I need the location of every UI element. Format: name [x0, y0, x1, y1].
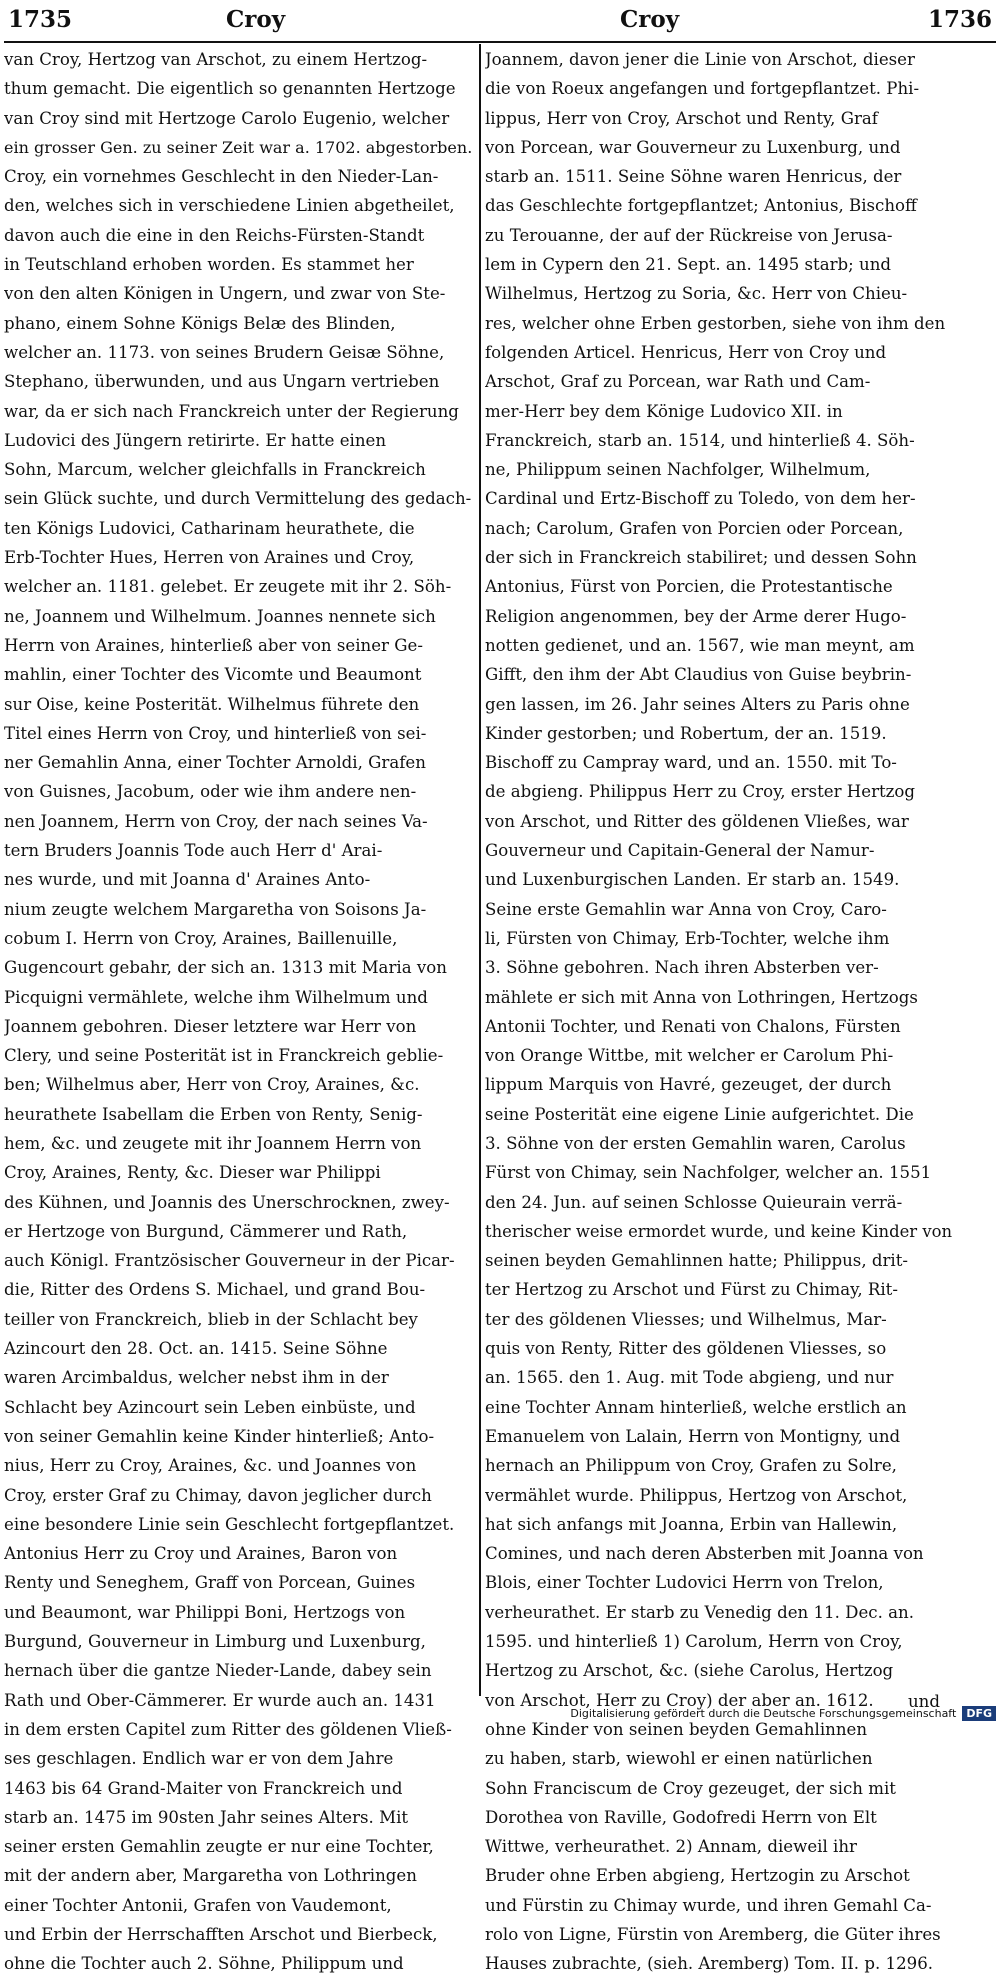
footer	[570, 1704, 996, 1722]
text-line: Stephano, überwunden, und aus Ungarn vertrieben	[4, 372, 440, 392]
text-line: Arschot, Graf zu Porcean, war Rath und Cam-	[485, 372, 871, 392]
text-line: de abgieng. Philippus Herr zu Croy, erster Hertzog	[485, 782, 916, 802]
text-line: Rath und Ober-Cämmerer. Er wurde auch an. 1431	[4, 1690, 436, 1710]
text-line: nius, Herr zu Croy, Araines, &c. und Joannes von	[4, 1456, 417, 1476]
text-line: welcher an. 1173. von seines Brudern Geisæ Söhne,	[4, 342, 445, 362]
running-head-right: Croy	[620, 6, 680, 33]
text-line: verheurathet. Er starb zu Venedig den 11. Dec. an.	[485, 1602, 914, 1622]
text-line: Antonii Tochter, und Renati von Chalons, Fürsten	[485, 1016, 901, 1036]
text-line: Fürst von Chimay, sein Nachfolger, welcher an. 1551	[485, 1163, 932, 1183]
text-line: hem, &c. und zeugete mit ihr Joannem Herrn von	[4, 1133, 422, 1153]
text-line: eine besondere Linie sein Geschlecht fortgepflantzet.	[4, 1514, 455, 1534]
text-line: ner Gemahlin Anna, einer Tochter Arnoldi, Grafen	[4, 753, 426, 773]
text-line: hat sich anfangs mit Joanna, Erbin van Hallewin,	[485, 1514, 898, 1534]
text-line: von den alten Königen in Ungern, und zwar von Ste-	[4, 284, 446, 304]
text-line: mer-Herr bey dem Könige Ludovico XII. in	[485, 401, 843, 421]
header-rule	[4, 41, 996, 43]
text-line: an. 1565. den 1. Aug. mit Tode abgieng, und nur	[485, 1368, 894, 1388]
text-line: ter des göldenen Vliesses; und Wilhelmus, Mar-	[485, 1309, 887, 1329]
text-line: Joannem gebohren. Dieser letztere war Herr von	[4, 1016, 417, 1036]
text-line: und Beaumont, war Philippi Boni, Hertzogs von	[4, 1602, 406, 1622]
text-line: ohne die Tochter auch 2. Söhne, Philippum und	[4, 1954, 404, 1974]
text-line: lem in Cypern den 21. Sept. an. 1495 starb; und	[485, 255, 892, 275]
text-line: mahlin, einer Tochter des Vicomte und Beaumont	[4, 665, 422, 685]
text-line: ben; Wilhelmus aber, Herr von Croy, Araines, &c.	[4, 1075, 420, 1095]
text-line: den 24. Jun. auf seinen Schlosse Quieurain verrä-	[485, 1192, 903, 1212]
text-line: des Kühnen, und Joannis des Unerschrocknen, zwey-	[4, 1192, 450, 1212]
text-line: davon auch die eine in den Reichs-Fürsten-Standt	[4, 225, 425, 245]
text-line: seiner ersten Gemahlin zeugte er nur eine Tochter,	[4, 1837, 434, 1857]
text-line: den, welches sich in verschiedene Linien abgetheilet,	[4, 196, 455, 216]
page-header	[8, 6, 992, 42]
text-line: einer Tochter Antonii, Grafen von Vaudemont,	[4, 1895, 392, 1915]
text-line: und Fürstin zu Chimay wurde, und ihren Gemahl Ca-	[485, 1895, 932, 1915]
text-line: 1463 bis 64 Grand-Maiter von Franckreich und	[4, 1778, 403, 1798]
page-number-right: 1736	[927, 6, 992, 33]
text-line: quis von Renty, Ritter des göldenen Vliesses, so	[485, 1339, 887, 1359]
text-line: 3. Söhne von der ersten Gemahlin waren, Carolus	[485, 1133, 906, 1153]
text-line: der sich in Franckreich stabiliret; und dessen Sohn	[485, 548, 917, 568]
dfg-logo: DFG	[962, 1706, 996, 1721]
text-line: Bruder ohne Erben abgieng, Hertzogin zu Arschot	[485, 1866, 910, 1886]
text-line: thum gemacht. Die eigentlich so genannten Hertzoge	[4, 79, 456, 99]
text-line: von Arschot, Herr zu Croy) der aber an. 1612.	[485, 1690, 874, 1710]
text-line: zu Terouanne, der auf der Rückreise von Jerusa-	[485, 225, 893, 245]
column-divider	[479, 44, 481, 1696]
text-line: Antonius Herr zu Croy und Araines, Baron von	[4, 1544, 398, 1564]
text-line: Hertzog zu Arschot, &c. (siehe Carolus, Hertzog	[485, 1661, 894, 1681]
text-line: von Guisnes, Jacobum, oder wie ihm andere nen-	[4, 782, 417, 802]
text-line: und Luxenburgischen Landen. Er starb an. 1549.	[485, 870, 900, 890]
text-line: in dem ersten Capitel zum Ritter des göldenen Vließ-	[4, 1719, 452, 1739]
text-line: Wilhelmus, Hertzog zu Soria, &c. Herr von Chieu-	[485, 284, 908, 304]
text-line: Erb-Tochter Hues, Herren von Araines und Croy,	[4, 548, 415, 568]
text-line: Ludovici des Jüngern retirirte. Er hatte einen	[4, 430, 387, 450]
text-line: Burgund, Gouverneur in Limburg und Luxenburg,	[4, 1632, 426, 1652]
text-line: von Porcean, war Gouverneur zu Luxenburg, und	[485, 137, 901, 157]
text-line: die von Roeux angefangen und fortgepflantzet. Phi-	[485, 79, 920, 99]
text-line: seinen beyden Gemahlinnen hatte; Philippus, drit-	[485, 1251, 909, 1271]
text-line: sur Oise, keine Posterität. Wilhelmus führete den	[4, 694, 420, 714]
left-column	[4, 45, 474, 1979]
text-line: gen lassen, im 26. Jahr seines Alters zu Paris ohne	[485, 694, 910, 714]
text-line: nium zeugte welchem Margaretha von Soisons Ja-	[4, 899, 427, 919]
text-line: Titel eines Herrn von Croy, und hinterließ von sei-	[4, 723, 427, 743]
text-line: Seine erste Gemahlin war Anna von Croy, Caro-	[485, 899, 887, 919]
text-line: waren Arcimbaldus, welcher nebst ihm in der	[4, 1368, 389, 1388]
text-line: seine Posterität eine eigene Linie aufgerichtet. Die	[485, 1104, 914, 1124]
text-line: und Erbin der Herrschafften Arschot und Bierbeck,	[4, 1925, 438, 1944]
text-line: er Hertzoge von Burgund, Cämmerer und Rath,	[4, 1221, 408, 1241]
text-line: zu haben, starb, wiewohl er einen natürlichen	[485, 1749, 873, 1769]
text-line: hernach über die gantze Nieder-Lande, dabey sein	[4, 1661, 432, 1681]
text-line: Croy, erster Graf zu Chimay, davon jeglicher durch	[4, 1485, 432, 1505]
text-line: ohne Kinder von seinen beyden Gemahlinnen	[485, 1719, 868, 1739]
text-line: sein Glück suchte, und durch Vermittelung des gedach-	[4, 489, 472, 509]
text-line: Wittwe, verheurathet. 2) Annam, dieweil ihr	[485, 1837, 857, 1857]
text-line: Picquigni vermählete, welche ihm Wilhelmum und	[4, 987, 428, 1007]
text-line: lippus, Herr von Croy, Arschot und Renty, Graf	[485, 108, 878, 128]
text-line: folgenden Articel. Henricus, Herr von Croy und	[485, 342, 887, 362]
text-line: 1595. und hinterließ 1) Carolum, Herrn von Croy,	[485, 1632, 903, 1652]
text-line: notten gedienet, und an. 1567, wie man meynt, am	[485, 635, 915, 655]
text-line: ter Hertzog zu Arschot und Fürst zu Chimay, Rit-	[485, 1280, 898, 1300]
text-line: tern Bruders Joannis Tode auch Herr d' Arai-	[4, 841, 383, 861]
text-line: Cardinal und Ertz-Bischoff zu Toledo, von dem her-	[485, 489, 916, 509]
text-line: von seiner Gemahlin keine Kinder hinterließ; Anto-	[4, 1426, 435, 1446]
right-column	[485, 45, 955, 1979]
text-line: eine Tochter Annam hinterließ, welche erstlich an	[485, 1397, 907, 1417]
footer-credit: Digitalisierung gefördert durch die Deutsche Forschungsgemeinschaft	[570, 1706, 957, 1720]
text-line: Clery, und seine Posterität ist in Franckreich geblie-	[4, 1046, 444, 1066]
catchword: und	[908, 1692, 940, 1711]
text-line: van Croy sind mit Hertzoge Carolo Eugenio, welcher	[4, 108, 450, 128]
text-line: Kinder gestorben; und Robertum, der an. 1519.	[485, 723, 887, 743]
text-line: war, da er sich nach Franckreich unter der Regierung	[4, 401, 459, 421]
text-line: in Teutschland erhoben worden. Es stammet her	[4, 255, 414, 275]
text-line: Schlacht bey Azincourt sein Leben einbüste, und	[4, 1397, 416, 1417]
text-line: therischer weise ermordet wurde, und keine Kinder von	[485, 1221, 953, 1241]
text-line: hernach an Philippum von Croy, Grafen zu Solre,	[485, 1456, 897, 1476]
text-line: ses geschlagen. Endlich war er von dem Jahre	[4, 1749, 394, 1769]
text-line: mählete er sich mit Anna von Lothringen, Hertzogs	[485, 987, 918, 1007]
text-line: Sohn Franciscum de Croy gezeuget, der sich mit	[485, 1778, 896, 1798]
text-line: auch Königl. Frantzösischer Gouverneur in der Picar-	[4, 1251, 455, 1271]
text-line: welcher an. 1181. gelebet. Er zeugete mit ihr 2. Söh-	[4, 577, 452, 597]
text-line: starb an. 1511. Seine Söhne waren Henricus, der	[485, 167, 902, 187]
text-line: nen Joannem, Herrn von Croy, der nach seines Va-	[4, 811, 428, 831]
text-line: Antonius, Fürst von Porcien, die Protestantische	[485, 577, 893, 597]
text-line: Franckreich, starb an. 1514, und hinterließ 4. Söh-	[485, 430, 915, 450]
text-line: von Orange Wittbe, mit welcher er Carolum Phi-	[485, 1046, 894, 1066]
text-line: Azincourt den 28. Oct. an. 1415. Seine Söhne	[4, 1339, 388, 1359]
text-line: Herrn von Araines, hinterließ aber von seiner Ge-	[4, 635, 423, 655]
text-line: Sohn, Marcum, welcher gleichfalls in Franckreich	[4, 460, 426, 480]
text-line: ein grosser Gen. zu seiner Zeit war a. 1702. abgestorben.	[4, 137, 473, 157]
text-line: Religion angenommen, bey der Arme derer Hugo-	[485, 606, 907, 626]
text-line: res, welcher ohne Erben gestorben, siehe von ihm den	[485, 313, 946, 333]
text-line: Bischoff zu Campray ward, und an. 1550. mit To-	[485, 753, 897, 773]
text-line: ne, Philippum seinen Nachfolger, Wilhelmum,	[485, 460, 871, 480]
text-line: Gouverneur und Capitain-General der Namur-	[485, 841, 875, 861]
text-line: Emanuelem von Lalain, Herrn von Montigny, und	[485, 1426, 901, 1446]
text-line: Gugencourt gebahr, der sich an. 1313 mit Maria von	[4, 958, 447, 978]
text-line: Joannem, davon jener die Linie von Arschot, dieser	[485, 50, 915, 69]
text-line: Croy, Araines, Renty, &c. Dieser war Philippi	[4, 1163, 381, 1183]
page-number-left: 1735	[8, 6, 73, 33]
text-line: lippum Marquis von Havré, gezeuget, der durch	[485, 1075, 892, 1095]
text-line: von Arschot, und Ritter des göldenen Vließes, war	[485, 811, 909, 831]
text-line: mit der andern aber, Margaretha von Lothringen	[4, 1866, 417, 1886]
text-line: Dorothea von Raville, Godofredi Herrn von Elt	[485, 1807, 877, 1827]
text-line: Hauses zubrachte, (sieh. Aremberg) Tom. II. p. 1296.	[485, 1954, 934, 1974]
text-line: phano, einem Sohne Königs Belæ des Blinden,	[4, 313, 396, 333]
text-line: ne, Joannem und Wilhelmum. Joannes nennete sich	[4, 606, 436, 626]
text-line: heurathete Isabellam die Erben von Renty, Senig-	[4, 1104, 423, 1124]
text-line: 3. Söhne gebohren. Nach ihren Absterben ver-	[485, 958, 879, 978]
text-line: Blois, einer Tochter Ludovici Herrn von Trelon,	[485, 1573, 884, 1593]
text-line: Comines, und nach deren Absterben mit Joanna von	[485, 1544, 924, 1564]
text-line: rolo von Ligne, Fürstin von Aremberg, die Güter ihres	[485, 1925, 941, 1944]
text-line: vermählet wurde. Philippus, Hertzog von Arschot,	[485, 1485, 908, 1505]
text-line: starb an. 1475 im 90sten Jahr seines Alters. Mit	[4, 1807, 409, 1827]
text-line: nach; Carolum, Grafen von Porcien oder Porcean,	[485, 518, 904, 538]
text-line: die, Ritter des Ordens S. Michael, und grand Bou-	[4, 1280, 426, 1300]
text-line: das Geschlechte fortgepflantzet; Antonius, Bischoff	[485, 196, 917, 216]
text-line: li, Fürsten von Chimay, Erb-Tochter, welche ihm	[485, 928, 890, 948]
text-line: teiller von Franckreich, blieb in der Schlacht bey	[4, 1309, 418, 1329]
text-line: Croy, ein vornehmes Geschlecht in den Nieder-Lan-	[4, 167, 439, 187]
text-line: nes wurde, und mit Joanna d' Araines Anto-	[4, 870, 371, 890]
running-head-left: Croy	[226, 6, 286, 33]
text-line: ten Königs Ludovici, Catharinam heurathete, die	[4, 518, 415, 538]
text-line: cobum I. Herrn von Croy, Araines, Baillenuille,	[4, 928, 398, 948]
text-line: Renty und Seneghem, Graff von Porcean, Guines	[4, 1573, 416, 1593]
text-line: Gifft, den ihm der Abt Claudius von Guise beybrin-	[485, 665, 912, 685]
text-line: van Croy, Hertzog van Arschot, zu einem Hertzog-	[4, 50, 428, 69]
